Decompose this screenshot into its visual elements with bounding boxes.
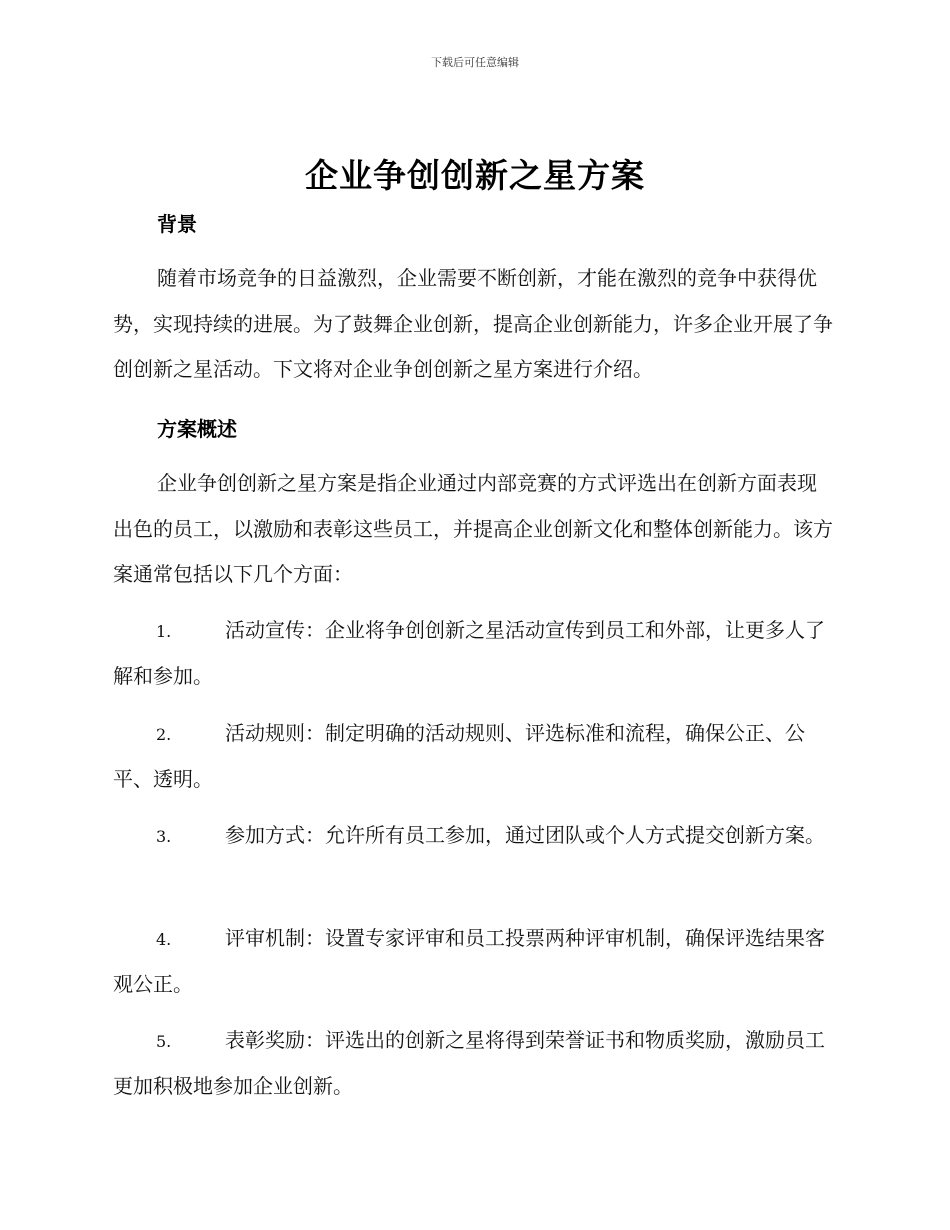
list-item [113, 916, 835, 1007]
list-item [113, 1018, 835, 1109]
list-item [113, 711, 835, 802]
list-item-number: 1. [156, 622, 172, 641]
section-paragraph-background: 随着市场竞争的日益激烈，企业需要不断创新，才能在激烈的竞争中获得优势，实现持续的进展。为了鼓舞企业创新，提高企业创新能力，许多企业开展了争创创新之星活动。下文将对企业争创创新之星方案进行介绍。 [113, 266, 833, 381]
list-item-number: 4. [156, 930, 172, 949]
list-item-number: 5. [156, 1032, 172, 1051]
list-item-text: 活动宣传：企业将争创创新之星活动宣传到员工和外部，让更多人了解和参加。 [113, 618, 825, 688]
list-item-number: 3. [156, 827, 172, 846]
section-paragraph-overview: 企业争创创新之星方案是指企业通过内部竞赛的方式评选出在创新方面表现出色的员工，以激励和表彰这些员工，并提高企业创新文化和整体创新能力。该方案通常包括以下几个方面： [113, 471, 833, 586]
list-item [113, 608, 835, 699]
list-item-text: 表彰奖励：评选出的创新之星将得到荣誉证书和物质奖励，激励员工更加积极地参加企业创新。 [113, 1028, 825, 1098]
list-item-text: 活动规则：制定明确的活动规则、评选标准和流程，确保公正、公平、透明。 [113, 721, 805, 791]
list-item-number: 2. [156, 725, 172, 744]
list-item-text: 评审机制：设置专家评审和员工投票两种评审机制，确保评选结果客观公正。 [113, 926, 825, 996]
list-item-text: 参加方式：允许所有员工参加，通过团队或个人方式提交创新方案。 [225, 823, 825, 847]
header-note: 下载后可任意编辑 [431, 56, 519, 69]
list-item [113, 813, 835, 859]
section-heading-overview: 方案概述 [157, 417, 237, 441]
section-heading-background: 背景 [157, 212, 197, 236]
document-title: 企业争创创新之星方案 [305, 156, 645, 195]
